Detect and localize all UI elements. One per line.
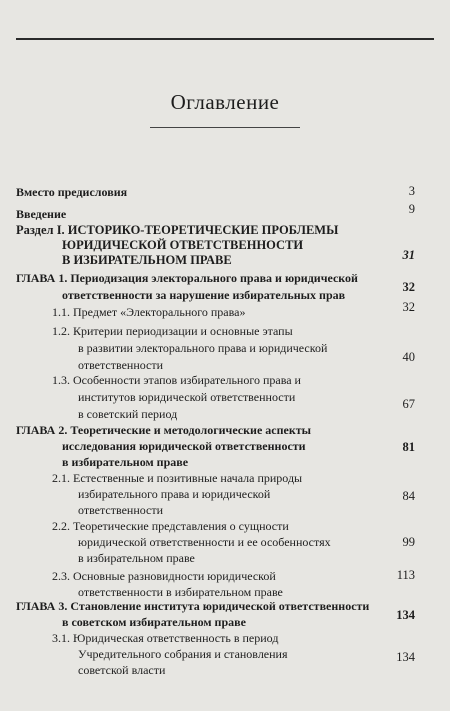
toc-entry-line: 1.2. Критерии периодизации и основные этапы bbox=[52, 324, 293, 338]
toc-entry-line: исследования юридической ответственности bbox=[62, 439, 306, 453]
toc-entry bbox=[52, 630, 288, 678]
toc-entry-line: в развитии электорального права и юридической bbox=[78, 341, 328, 355]
toc-entry-line: советской власти bbox=[78, 663, 166, 677]
toc-entry-line: ГЛАВА 1. Периодизация электорального права и юридической bbox=[16, 271, 358, 285]
toc-page-number: 134 bbox=[396, 608, 415, 622]
toc-entry-line: Раздел I. ИСТОРИКО-ТЕОРЕТИЧЕСКИЕ ПРОБЛЕМЫ bbox=[16, 223, 339, 237]
toc-entry bbox=[52, 470, 302, 518]
toc-entry-line: в советский период bbox=[78, 407, 178, 421]
toc-entry-line: институтов юридической ответственности bbox=[78, 390, 296, 404]
toc-entry-line: юридической ответственности и ее особенностях bbox=[78, 535, 331, 549]
toc-entry bbox=[16, 422, 311, 470]
toc-entry bbox=[16, 206, 66, 223]
toc-page-number: 31 bbox=[402, 248, 415, 262]
toc-page-number: 99 bbox=[402, 535, 415, 549]
toc-page-number: 81 bbox=[402, 440, 415, 454]
toc-entry bbox=[52, 372, 301, 423]
toc-entry-line: ответственности bbox=[78, 358, 164, 372]
toc-entry-line: 3.1. Юридическая ответственность в период bbox=[52, 631, 279, 645]
toc-page-number: 113 bbox=[396, 568, 415, 582]
toc-entry-line: 2.1. Естественные и позитивные начала природы bbox=[52, 471, 303, 485]
toc-page-number: 84 bbox=[402, 489, 415, 503]
toc-entry bbox=[52, 304, 245, 321]
toc-entry-line: ответственности bbox=[78, 503, 164, 517]
toc-page-number: 9 bbox=[408, 202, 415, 216]
toc-entry-line: 2.2. Теоретические представления о сущности bbox=[52, 519, 289, 533]
toc-entry-line: избирательного права и юридической bbox=[78, 487, 271, 501]
toc-entry-line: ответственности в избирательном праве bbox=[78, 585, 283, 599]
toc-entry-line: 1.3. Особенности этапов избирательного права и bbox=[52, 373, 301, 387]
page-title: Оглавление bbox=[170, 90, 280, 114]
toc-entry-line: Введение bbox=[16, 207, 67, 221]
toc-page-number: 32 bbox=[402, 300, 415, 314]
toc-entry-line: ЮРИДИЧЕСКОЙ ОТВЕТСТВЕННОСТИ bbox=[62, 238, 304, 252]
toc-entry bbox=[52, 323, 327, 374]
toc-page-number: 40 bbox=[402, 350, 415, 364]
toc-page-number: 3 bbox=[408, 184, 415, 198]
toc-entry-line: Учредительного собрания и становления bbox=[78, 647, 288, 661]
toc-entry bbox=[16, 223, 338, 268]
toc-page-number: 134 bbox=[396, 650, 415, 664]
toc-entry bbox=[16, 270, 358, 304]
toc-entry-line: ответственности за нарушение избирательных прав bbox=[62, 288, 346, 302]
toc-entry bbox=[16, 184, 127, 201]
toc-page-number: 67 bbox=[402, 397, 415, 411]
toc-entry-line: в избирательном праве bbox=[78, 551, 195, 565]
toc-entry-line: В ИЗБИРАТЕЛЬНОМ ПРАВЕ bbox=[62, 253, 232, 267]
toc-entry-line: ГЛАВА 3. Становление института юридической ответственности bbox=[16, 599, 370, 613]
toc-entry bbox=[52, 518, 331, 566]
toc-page-number: 32 bbox=[402, 280, 415, 294]
toc-entry-line: в советском избирательном праве bbox=[62, 615, 246, 629]
toc-entry-line: Вместо предисловия bbox=[16, 185, 128, 199]
toc-entry-line: в избирательном праве bbox=[62, 455, 189, 469]
toc-entry-line: 1.1. Предмет «Электорального права» bbox=[52, 305, 246, 319]
toc-entry bbox=[16, 598, 369, 630]
toc-entry-line: ГЛАВА 2. Теоретические и методологические аспекты bbox=[16, 423, 312, 437]
toc-entry bbox=[52, 568, 283, 600]
toc-entry-line: 2.3. Основные разновидности юридической bbox=[52, 569, 276, 583]
